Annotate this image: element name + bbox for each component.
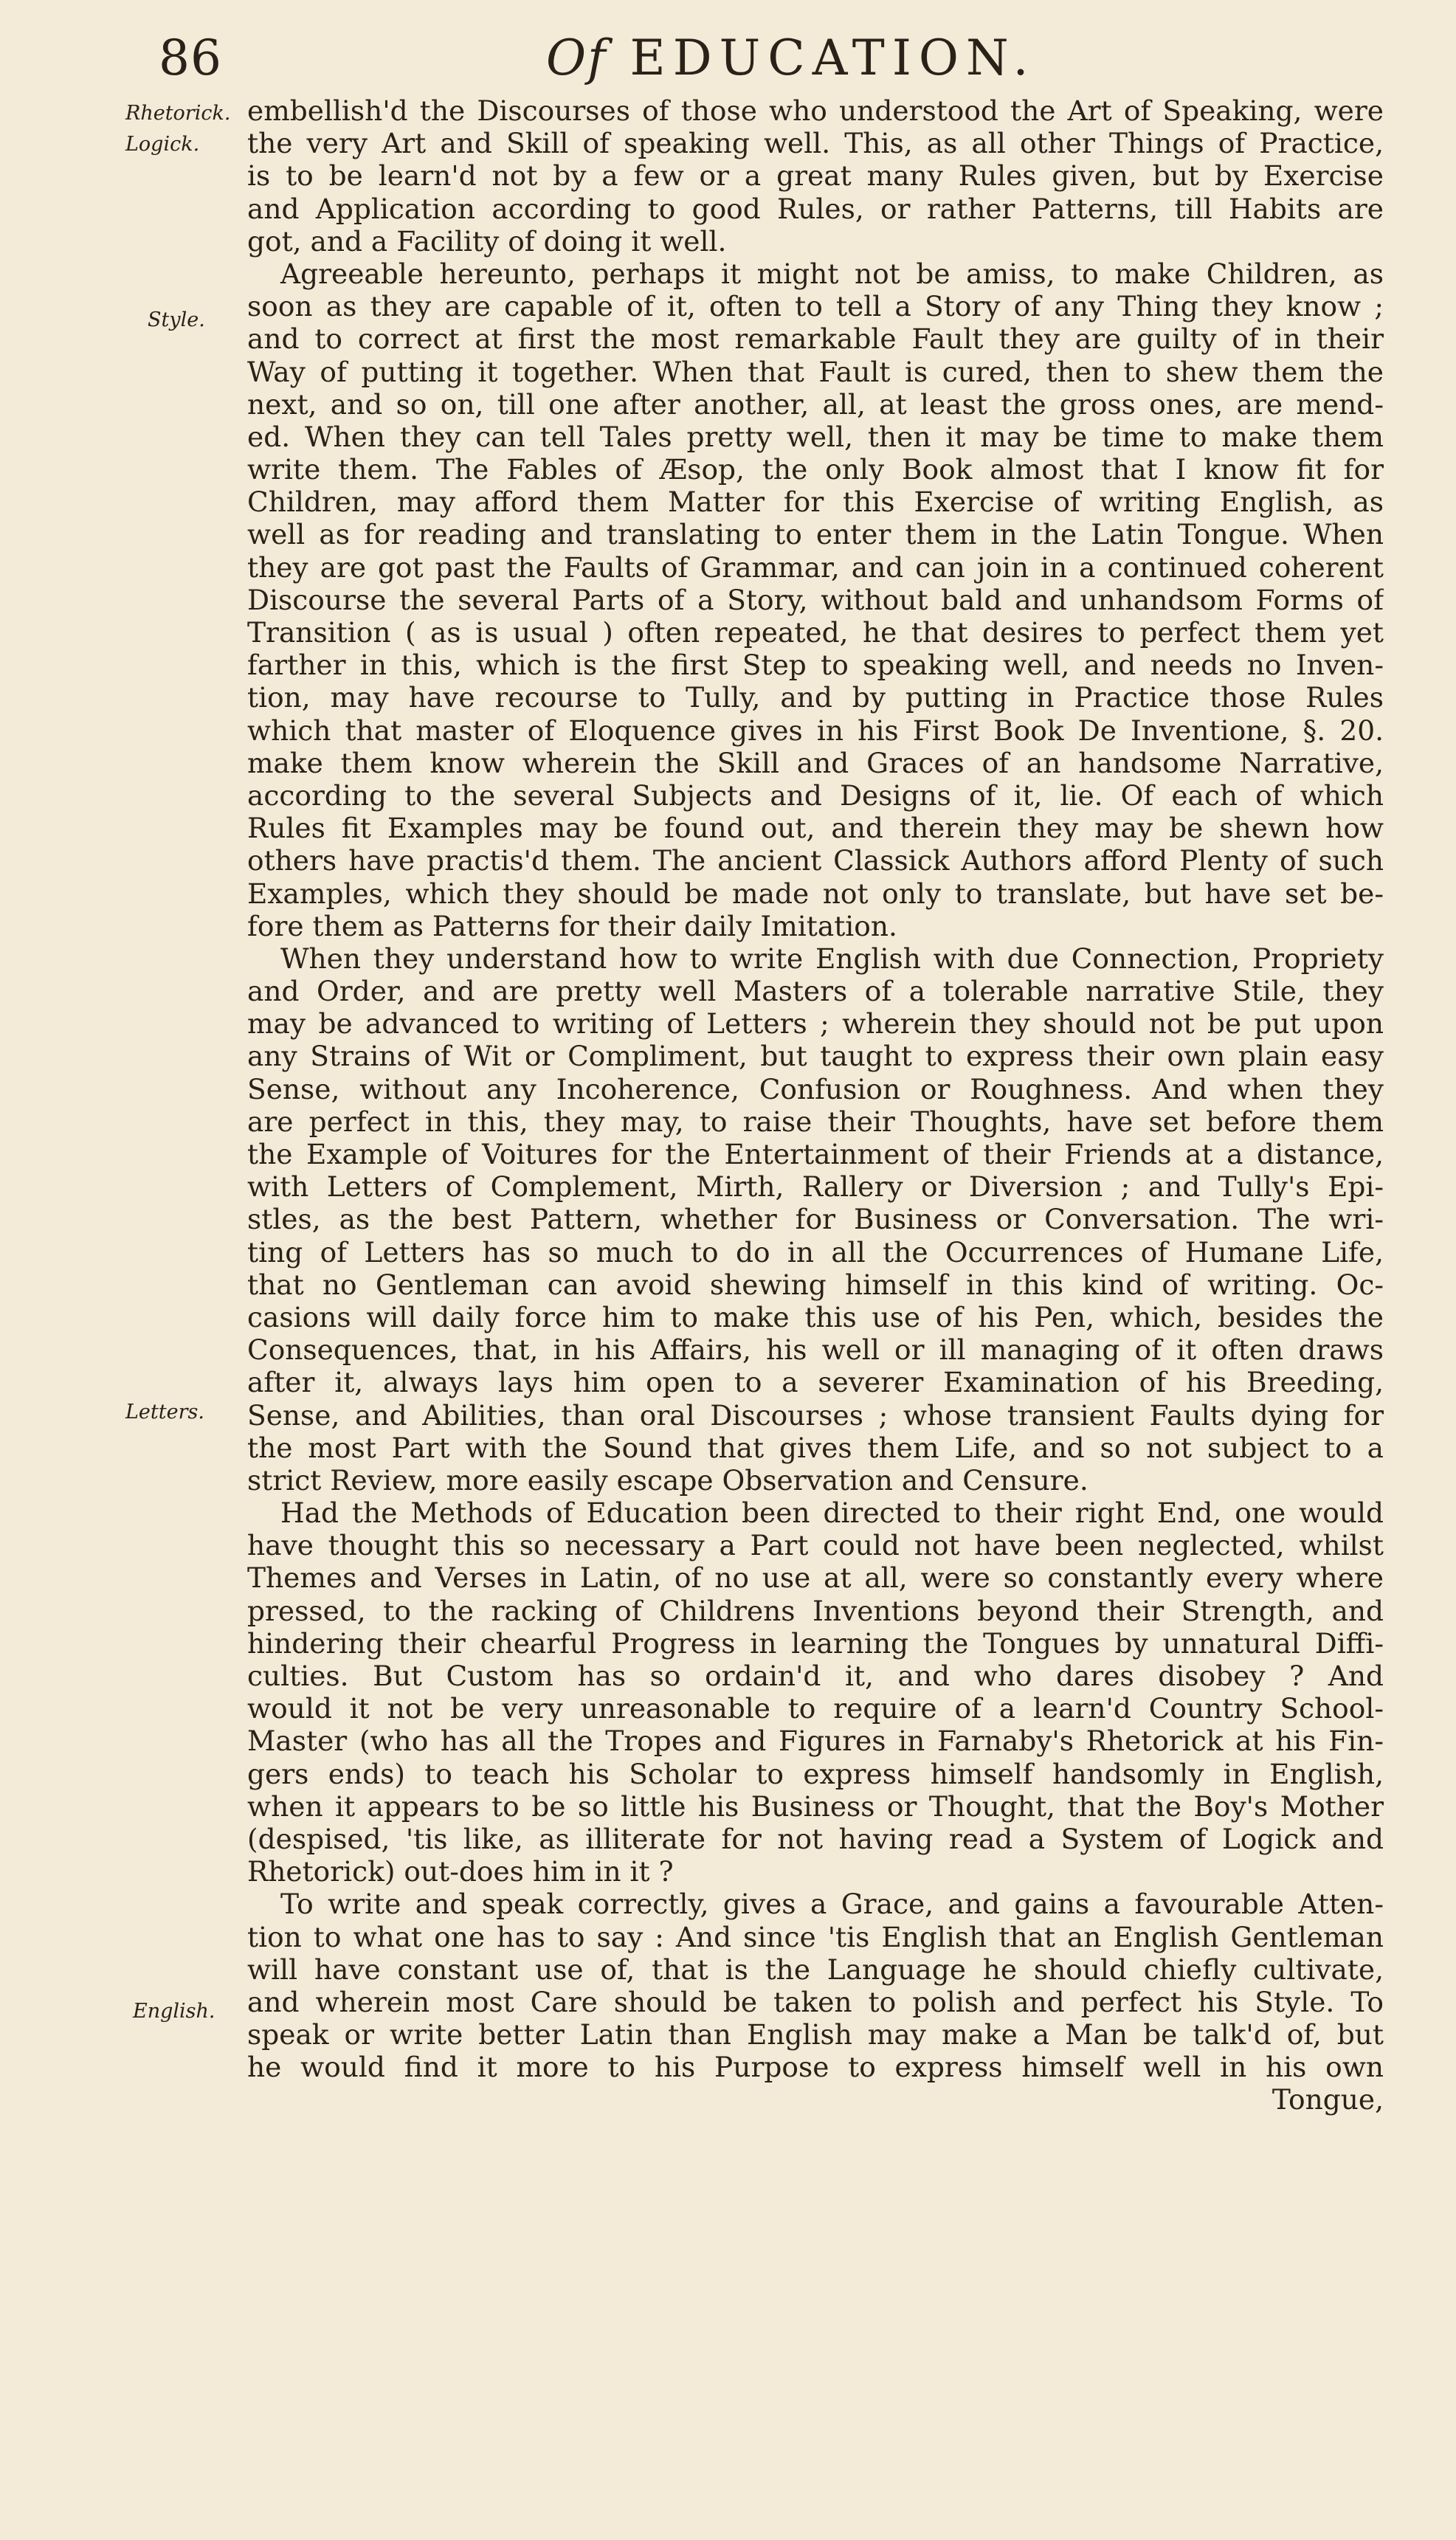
text-line: according to the several Subjects and Designs of it, lie. Of each of which	[247, 779, 1384, 812]
text-line: Examples, which they should be made not only to translate, but have set be-	[247, 877, 1384, 910]
text-line: and wherein most Care should be taken to polish and perfect his Style. To	[247, 1985, 1384, 2018]
text-line: is to be learn'd not by a few or a great many Rules given, but by Exercise	[247, 159, 1384, 193]
text-line: he would find it more to his Purpose to express himself well in his own	[247, 2051, 1384, 2084]
text-line: Sense, and Abilities, than oral Discourses ; whose transient Faults dying for	[247, 1398, 1384, 1432]
text-line: well as for reading and translating to enter them in the Latin Tongue. When	[247, 518, 1384, 551]
text-line: will have constant use of, that is the Language he should chiefly cultivate,	[247, 1953, 1384, 1986]
text-line: Consequences, that, in his Affairs, his well or ill managing of it often draws	[247, 1333, 1384, 1367]
text-line: and Order, and are pretty well Masters of a tolerable narrative Stile, they	[247, 975, 1384, 1008]
text-line: gers ends) to teach his Scholar to express himself handsomly in English,	[247, 1757, 1384, 1790]
text-line: Discourse the several Parts of a Story, without bald and unhandsom Forms of	[247, 583, 1384, 616]
text-line: Way of putting it together. When that Fault is cured, then to shew them the	[247, 355, 1384, 388]
text-line: may be advanced to writing of Letters ; wherein they should not be put upon	[247, 1007, 1384, 1040]
text-line: write them. The Fables of Æsop, the only Book almost that I know fit for	[247, 453, 1384, 486]
text-line: Transition ( as is usual ) often repeated, he that desires to perfect them yet	[247, 616, 1384, 649]
title-italic-word: Of	[546, 30, 607, 86]
body-text	[247, 94, 1384, 2116]
running-title	[546, 30, 1210, 86]
text-line: the Example of Voitures for the Entertainment of their Friends at a distance,	[247, 1138, 1384, 1170]
text-line: (despised, 'tis like, as illiterate for not having read a System of Logick and	[247, 1822, 1384, 1855]
text-line: that no Gentleman can avoid shewing himself in this kind of writing. Oc-	[247, 1268, 1384, 1301]
text-line: next, and so on, till one after another, all, at least the gross ones, are mend-	[247, 387, 1384, 421]
text-line: Rhetorick) out-does him in it ?	[247, 1855, 674, 1888]
text-line: farther in this, which is the first Step to speaking well, and needs no Inven-	[247, 649, 1384, 682]
text-line: Children, may afford them Matter for this Exercise of writing English, as	[247, 486, 1384, 519]
margin-note-english: English.	[133, 2000, 215, 2023]
text-line: tion, may have recourse to Tully, and by putting in Practice those Rules	[247, 681, 1384, 714]
text-line: strict Review, more easily escape Observation and Censure.	[247, 1463, 1088, 1497]
text-line: Sense, without any Incoherence, Confusion or Roughness. And when they	[247, 1072, 1384, 1105]
text-line: ting of Letters has so much to do in all the Occurrences of Humane Life,	[247, 1235, 1384, 1269]
text-line: are perfect in this, they may, to raise their Thoughts, have set before them	[247, 1105, 1384, 1138]
text-line: Rules fit Examples may be found out, and therein they may be shewn how	[247, 812, 1384, 845]
text-line: Agreeable hereunto, perhaps it might not be amiss, to make Children, as	[280, 257, 1384, 290]
text-line: got, and a Facility of doing it well.	[247, 224, 727, 258]
text-line: any Strains of Wit or Compliment, but taught to express their own plain easy	[247, 1040, 1384, 1073]
catchword: Tongue,	[1272, 2083, 1384, 2116]
text-line: Had the Methods of Education been directed to their right End, one would	[280, 1497, 1384, 1530]
title-caps-word: EDUCATION.	[629, 30, 1036, 86]
text-line: and to correct at first the most remarkable Fault they are guilty of in their	[247, 322, 1384, 356]
text-line: tion to what one has to say : And since 'tis English that an English Gentleman	[247, 1920, 1384, 1953]
margin-note-logick: Logick.	[125, 133, 200, 156]
text-line: and Application according to good Rules, or rather Patterns, till Habits are	[247, 192, 1384, 225]
text-line: casions will daily force him to make this use of his Pen, which, besides the	[247, 1300, 1384, 1333]
text-line: stles, as the best Pattern, whether for Business or Conversation. The wri-	[247, 1203, 1384, 1236]
text-line: speak or write better Latin than English may make a Man be talk'd of, but	[247, 2018, 1384, 2051]
text-line: which that master of Eloquence gives in his First Book De Inventione, §. 20.	[247, 714, 1384, 747]
text-line: make them know wherein the Skill and Graces of an handsome Narrative,	[247, 746, 1384, 779]
text-line: with Letters of Complement, Mirth, Rallery or Diversion ; and Tully's Epi-	[247, 1170, 1384, 1204]
text-line: others have practis'd them. The ancient Classick Authors afford Plenty of such	[247, 844, 1384, 877]
text-line: after it, always lays him open to a severer Examination of his Breeding,	[247, 1366, 1384, 1399]
text-line: have thought this so necessary a Part could not have been neglected, whilst	[247, 1529, 1384, 1562]
page-number: 86	[159, 30, 222, 86]
text-line: when it appears to be so little his Business or Thought, that the Boy's Mother	[247, 1790, 1384, 1823]
text-line: hindering their chearful Progress in learning the Tongues by unnatural Diffi-	[247, 1626, 1384, 1660]
text-line: they are got past the Faults of Grammar, and can join in a continued coherent	[247, 551, 1384, 584]
text-line: the very Art and Skill of speaking well. This, as all other Things of Practice,	[247, 127, 1384, 160]
margin-note-style: Style.	[148, 308, 205, 331]
text-line: To write and speak correctly, gives a Grace, and gains a favourable Atten-	[280, 1888, 1384, 1921]
text-line: soon as they are capable of it, often to tell a Story of any Thing they know ;	[247, 290, 1384, 323]
text-line: culties. But Custom has so ordain'd it, and who dares disobey ? And	[247, 1660, 1384, 1692]
text-line: embellish'd the Discourses of those who understood the Art of Speaking, were	[247, 94, 1384, 127]
text-line: pressed, to the racking of Childrens Inventions beyond their Strength, and	[247, 1594, 1384, 1627]
text-line: When they understand how to write English with due Connection, Propriety	[280, 942, 1384, 975]
margin-note-letters: Letters.	[125, 1401, 204, 1423]
text-line: would it not be very unreasonable to require of a learn'd Country School-	[247, 1692, 1384, 1725]
text-line: the most Part with the Sound that gives them Life, and so not subject to a	[247, 1431, 1384, 1464]
text-line: Themes and Verses in Latin, of no use at all, were so constantly every where	[247, 1561, 1384, 1595]
margin-note-rhetorick: Rhetorick.	[125, 102, 231, 125]
text-line: Master (who has all the Tropes and Figures in Farnaby's Rhetorick at his Fin-	[247, 1725, 1384, 1758]
text-line: ed. When they can tell Tales pretty well, then it may be time to make them	[247, 420, 1384, 453]
text-line: fore them as Patterns for their daily Imitation.	[247, 909, 897, 942]
